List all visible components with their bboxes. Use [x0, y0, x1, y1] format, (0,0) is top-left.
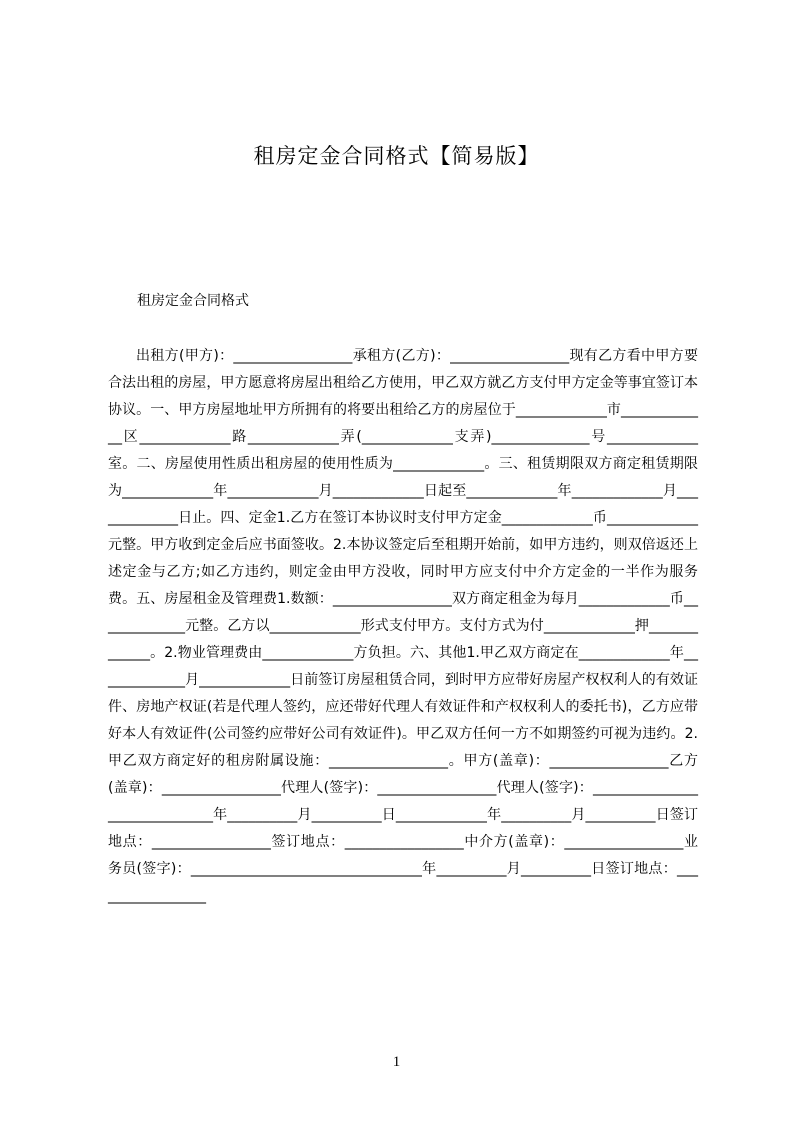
contract-body-paragraph: 出租方(甲方)：_________________承租方(乙方)：_________________现有乙方看中甲方要合法出租的房屋，甲方愿意将房屋出租给乙方使用，甲乙双方就乙方支付甲方定金等事宜签订本协议。一、甲方房屋地址甲方所拥有的将要出租给乙方的房屋位于_____________市_____________区_____________路_____________弄(_____________支弄)______________号_____________室。二、房屋使用性质出租房屋的使用性质为_____________。三、租赁期限双方商定租赁期限为_____________年_____________月_____________日起至_____________年_____________月_____________日止。四、定金1.乙方在签订本协议时支付甲方定金_____________币_____________元整。甲方收到定金后应书面签收。2.本协议签定后至租期开始前，如甲方违约，则双倍返还上述定金与乙方;如乙方违约，则定金由甲方没收，同时甲方应支付中介方定金的一半作为服务费。五、房屋租金及管理费1.数额：_________________双方商定租金为每月_____________币_____________元整。乙方以_____________形式支付甲方。支付方式为付_____________押_____________。2.物业管理费由_____________方负担。六、其他1.甲乙双方商定在_____________年_____________月_____________日前签订房屋租赁合同，到时甲方应带好房屋产权权利人的有效证件、房地产权证(若是代理人签约，应还带好代理人有效证件和产权权利人的委托书)，乙方应带好本人有效证件(公司签约应带好公司有效证件)。甲乙双方任何一方不如期签约可视为违约。2.甲乙双方商定好的租房附属设施：_________________。甲方(盖章)：_________________乙方(盖章)：_________________代理人(签字)：_________________代理人(签字)：______________________________年__________月__________日_____________年__________月__________日签订地点：_________________签订地点：_________________中介方(盖章)：_________________业务员(签字)：_________________________________年__________月__________日签订地点：_________________: [108, 348, 698, 904]
document-title: 租房定金合同格式【简易版】: [253, 144, 540, 168]
page-number: 1: [392, 1054, 401, 1070]
document-subheading: 租房定金合同格式: [137, 293, 249, 309]
